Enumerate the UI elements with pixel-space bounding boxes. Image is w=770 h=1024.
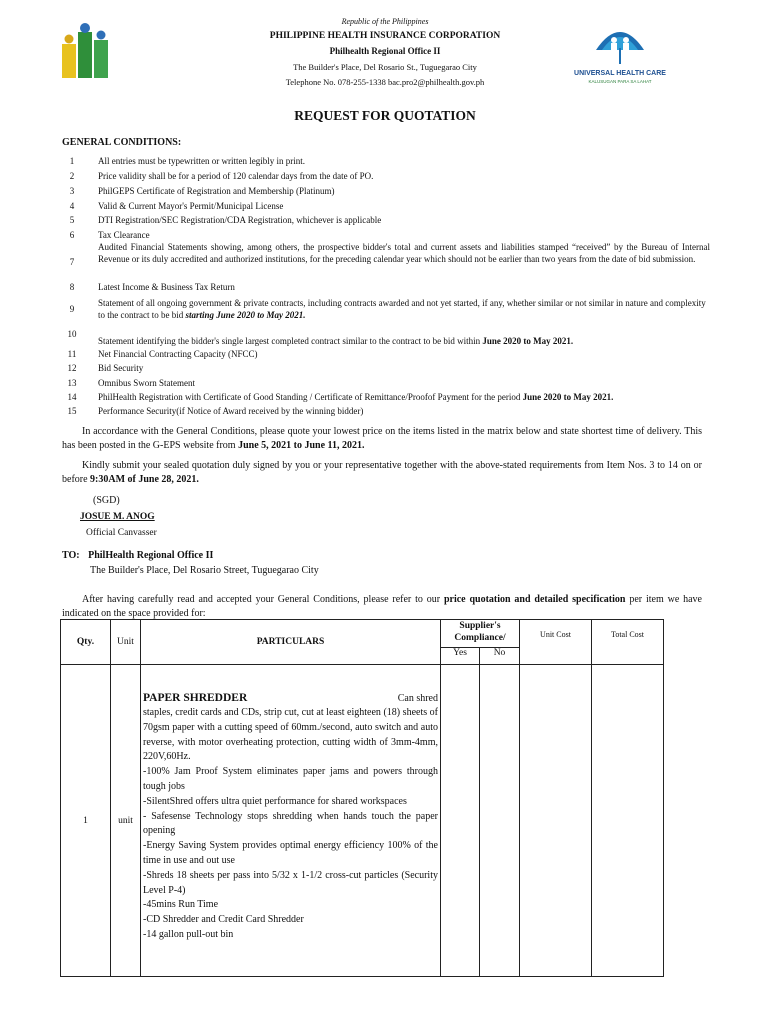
condition-text: Net Financial Contracting Capacity (NFCC) <box>98 349 258 359</box>
spec-line: -45mins Run Time <box>143 899 219 911</box>
unit-header: Unit <box>111 620 141 665</box>
spec-line: -CD Shredder and Credit Card Shredder <box>143 914 304 926</box>
total-cost-header: Total Cost <box>592 620 664 665</box>
condition-text: All entries must be typewritten or written legibly in print. <box>98 156 305 166</box>
acceptance-paragraph <box>62 593 702 621</box>
conditions-heading: GENERAL CONDITIONS: <box>62 137 182 148</box>
recipient-address: The Builder's Place, Del Rosario Street, Tuguegarao City <box>90 565 319 576</box>
condition-number: 6 <box>69 230 75 240</box>
spec-line: -Energy Saving System provides optimal energy efficiency 100% of the time in use and out use <box>143 840 438 866</box>
condition-number: 4 <box>69 201 75 211</box>
table-header-row <box>61 620 664 648</box>
condition-text: Valid & Current Mayor's Permit/Municipal License <box>98 201 284 211</box>
quotation-table <box>60 619 664 977</box>
acceptance-text-post: per item we have indicated on the space provided for: <box>62 594 702 619</box>
condition-text: Tax Clearance <box>98 230 150 240</box>
office-address: The Builder's Place, Del Rosario St., Tuguegarao City <box>293 62 477 72</box>
qty-header: Qty. <box>61 620 111 665</box>
canvasser-name: JOSUE M. ANOG <box>80 512 155 522</box>
condition-number: 14 <box>67 392 77 402</box>
unit-cost-cell[interactable] <box>520 665 592 977</box>
unit-cost-header: Unit Cost <box>520 620 592 665</box>
uhc-logo <box>574 20 666 90</box>
instructions-text: In accordance with the General Conditions, please quote your lowest price on the items listed in the matrix below and state shortest time of delivery. This has been posted in the G-EPS website from <box>62 426 702 451</box>
uhc-logo-text: UNIVERSAL HEALTH CARE <box>574 70 666 77</box>
particulars-header: PARTICULARS <box>141 620 441 665</box>
condition-item <box>62 297 712 323</box>
condition-text: DTI Registration/SEC Registration/CDA Registration, whichever is applicable <box>98 215 382 225</box>
spec-line: -Shreds 18 sheets per pass into 5/32 x 1-1/2 cross-cut particles (Security Level P-4) <box>143 869 438 896</box>
condition-number: 13 <box>67 378 77 388</box>
total-cost-cell[interactable] <box>592 665 664 977</box>
recipient-office: PhilHealth Regional Office II <box>88 550 214 561</box>
item-title: PAPER SHREDDER <box>143 692 248 704</box>
to-label: TO: <box>62 550 80 561</box>
posting-dates: June 5, 2021 to June 11, 2021. <box>238 440 365 451</box>
condition-number: 10 <box>67 329 77 339</box>
spec-line: -SilentShred offers ultra quiet performance for shared workspaces <box>143 795 407 807</box>
condition-number: 2 <box>69 171 75 181</box>
uhc-logo-subtext: KALUSUGAN PARA SA LAHAT <box>588 79 652 84</box>
compliance-header: Supplier's Compliance/ <box>441 620 520 648</box>
condition-text: Statement of all ongoing government & private contracts, including contracts awarded and not yet started, if any, whether similar or not similar in nature and complexity to the contract to be bid <box>98 298 706 320</box>
submission-instructions <box>62 459 702 487</box>
condition-number: 8 <box>69 282 75 292</box>
condition-text: Latest Income & Business Tax Return <box>98 282 235 292</box>
condition-number: 1 <box>69 156 75 166</box>
condition-item <box>62 328 712 348</box>
condition-number: 7 <box>69 257 75 267</box>
corporation-name: PHILIPPINE HEALTH INSURANCE CORPORATION <box>269 31 501 41</box>
condition-text: Price validity shall be for a period of 120 calendar days from the date of PO. <box>98 171 374 181</box>
condition-text: PhilGEPS Certificate of Registration and Membership (Platinum) <box>98 186 335 196</box>
telephone-line: Telephone No. 078-255-1338 bac.pro2@philhealth.gov.ph <box>285 77 485 87</box>
item-qty: 1 <box>61 665 111 977</box>
condition-number: 5 <box>69 215 75 225</box>
regional-office: Philhealth Regional Office II <box>329 46 441 56</box>
recipient-block <box>62 550 213 561</box>
condition-text: Audited Financial Statements showing, among others, the prospective bidder's total and current assets and liabilities stamped “received” by the Bureau of Internal Revenue or its duly accredited and authorized institutions, for the preceding calendar year which should not be earlier than two years from the date of bid submission. <box>98 242 710 264</box>
spec-line: -100% Jam Proof System eliminates paper jams and powers through tough jobs <box>143 766 438 792</box>
condition-text: Performance Security(if Notice of Award received by the winning bidder) <box>98 406 364 416</box>
item-title-suffix: Can shred <box>397 693 438 704</box>
signature-sgd: (SGD) <box>93 495 120 506</box>
condition-number: 15 <box>67 406 77 416</box>
no-header: No <box>480 648 520 665</box>
compliance-yes-cell[interactable] <box>441 665 480 977</box>
condition-text: PhilHealth Registration with Certificate of Good Standing / Certificate of Remittance/Proofof Payment for the period <box>98 392 521 402</box>
condition-number: 9 <box>69 304 75 314</box>
item-unit: unit <box>111 665 141 977</box>
spec-line: - Safesense Technology stops shredding when hands touch the paper opening <box>143 810 438 837</box>
document-title: REQUEST FOR QUOTATION <box>294 108 476 123</box>
quotation-instructions <box>62 425 702 453</box>
condition-item <box>62 241 712 277</box>
republic-line: Republic of the Philippines <box>341 17 429 26</box>
condition-number: 11 <box>67 349 77 359</box>
condition-text: Statement identifying the bidder's single largest completed contract similar to the contract to be bid within <box>98 336 481 346</box>
condition-text: Omnibus Sworn Statement <box>98 378 195 388</box>
condition-date-range: June 2020 to May 2021. <box>522 392 614 402</box>
condition-date-range: starting June 2020 to May 2021. <box>185 310 306 320</box>
spec-line: -14 gallon pull-out bin <box>143 928 234 940</box>
acceptance-text-pre: After having carefully read and accepted your General Conditions, please refer to our <box>82 594 441 605</box>
canvasser-position: Official Canvasser <box>86 528 157 538</box>
condition-number: 3 <box>69 186 75 196</box>
spec-line: staples, credit cards and CDs, strip cut, cut at least eighteen (18) sheets of 70gsm paper with a cutting speed of 60mm./second, auto switch and auto reverse, with motor overheating protection, cutting width of 3mm-4mm, 220V,60Hz. <box>143 707 438 763</box>
table-row <box>61 665 664 977</box>
acceptance-text-bold: price quotation and detailed specification <box>443 594 626 605</box>
condition-number: 12 <box>67 363 77 373</box>
compliance-no-cell[interactable] <box>480 665 520 977</box>
umbrella-icon <box>574 20 666 70</box>
yes-header: Yes <box>441 648 480 665</box>
submission-deadline: 9:30AM of June 28, 2021. <box>90 474 199 485</box>
item-particulars <box>141 665 441 977</box>
submission-text: Kindly submit your sealed quotation duly signed by you or your representative together with the above-stated requirements from Item Nos. 3 to 14 on or before <box>62 460 702 485</box>
condition-text: Bid Security <box>98 363 144 373</box>
condition-date-range: June 2020 to May 2021. <box>482 336 574 346</box>
